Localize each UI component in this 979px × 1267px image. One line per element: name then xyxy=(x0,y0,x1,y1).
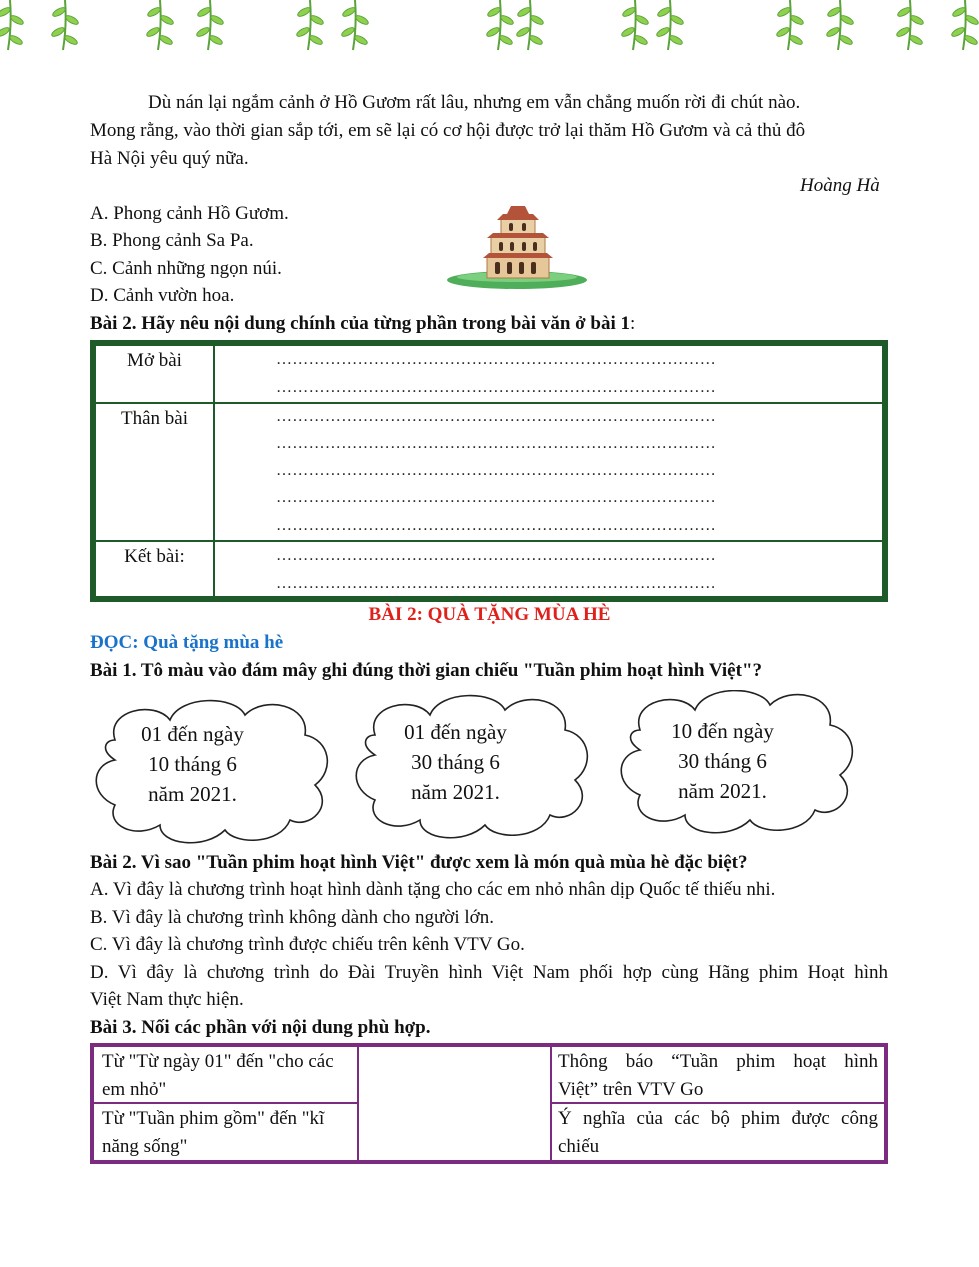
cloud-3-line-2: 30 tháng 6 xyxy=(678,749,767,773)
answer-line[interactable]: ……………………………………………………………………… xyxy=(276,379,717,396)
answer-line[interactable]: ……………………………………………………………………… xyxy=(276,435,717,452)
matching-table xyxy=(90,1043,888,1164)
outline-label-intro: Mở bài xyxy=(127,350,182,371)
question3-title: Bài 3. Nối các phần với nội dung phù hợp. xyxy=(90,1017,431,1038)
reading-title: ĐỌC: Quà tặng mùa hè xyxy=(90,632,284,653)
question2-option-d-line1[interactable]: D. Vì đây là chương trình do Đài Truyền hình Việt Nam phối hợp cùng Hãng phim Hoạt hình xyxy=(90,962,888,983)
cloud-2-line-1: 01 đến ngày xyxy=(404,720,507,744)
match-left-1-line-2: em nhỏ" xyxy=(102,1079,167,1100)
answer-line[interactable]: ……………………………………………………………………… xyxy=(276,462,717,479)
passage-line-3: Hà Nội yêu quý nữa. xyxy=(90,148,249,169)
match-left-1[interactable] xyxy=(102,1048,352,1104)
cloud-1-line-3: năm 2021. xyxy=(148,782,237,806)
option-b: B. Phong cảnh Sa Pa. xyxy=(90,230,254,251)
outline-label-conclusion: Kết bài: xyxy=(124,546,185,567)
answer-line[interactable]: ……………………………………………………………………… xyxy=(276,489,717,506)
cloud-3-line-3: năm 2021. xyxy=(678,779,767,803)
match-right-1-line-1: Thông báo “Tuần phim hoạt hình xyxy=(558,1051,878,1072)
option-a: A. Phong cảnh Hồ Gươm. xyxy=(90,203,289,224)
match-right-1-line-2: Việt” trên VTV Go xyxy=(558,1079,704,1100)
question1-title: Bài 1. Tô màu vào đám mây ghi đúng thời gian chiếu "Tuần phim hoạt hình Việt"? xyxy=(90,660,762,681)
match-left-2-line-1: Từ "Tuần phim gồm" đến "kĩ xyxy=(102,1108,325,1129)
option-c: C. Cảnh những ngọn núi. xyxy=(90,258,282,279)
passage-line-2: Mong rằng, vào thời gian sắp tới, em sẽ lại có cơ hội được trở lại thăm Hồ Gươm và cả thủ đô xyxy=(90,120,806,141)
lesson-title: BÀI 2: QUÀ TẶNG MÙA HÈ xyxy=(368,604,611,625)
match-right-2-line-2: chiếu xyxy=(558,1136,600,1157)
passage-author: Hoàng Hà xyxy=(800,175,880,196)
cloud-1-line-2: 10 tháng 6 xyxy=(148,752,237,776)
cloud-3-line-1: 10 đến ngày xyxy=(671,719,774,743)
answer-line[interactable]: ……………………………………………………………………… xyxy=(276,547,717,564)
cloud-2-line-2: 30 tháng 6 xyxy=(411,750,500,774)
option-d: D. Cảnh vườn hoa. xyxy=(90,285,235,306)
answer-line[interactable]: ……………………………………………………………………… xyxy=(276,351,717,368)
outline-table xyxy=(90,340,888,602)
match-left-2[interactable] xyxy=(102,1105,352,1161)
passage-line-1: Dù nán lại ngắm cảnh ở Hồ Gươm rất lâu, nhưng em vẫn chẳng muốn rời đi chút nào. xyxy=(148,92,801,113)
turtle-tower-illustration xyxy=(445,198,590,290)
cloud-1-line-1: 01 đến ngày xyxy=(141,722,244,746)
cloud-3-text[interactable] xyxy=(640,716,805,806)
question2-option-a[interactable]: A. Vì đây là chương trình hoạt hình dành tặng cho các em nhỏ nhân dịp Quốc tế thiếu nhi. xyxy=(90,879,776,900)
answer-line[interactable]: ……………………………………………………………………… xyxy=(276,575,717,592)
question2-option-c[interactable]: C. Vì đây là chương trình được chiếu trên kênh VTV Go. xyxy=(90,934,525,955)
match-right-2[interactable] xyxy=(558,1105,878,1161)
exercise2-title: Bài 2. Hãy nêu nội dung chính của từng phần trong bài văn ở bài 1: xyxy=(90,313,636,334)
answer-line[interactable]: ……………………………………………………………………… xyxy=(276,408,717,425)
match-right-2-line-1: Ý nghĩa của các bộ phim được công xyxy=(558,1108,878,1129)
cloud-1-text[interactable] xyxy=(110,719,275,809)
outline-label-body: Thân bài xyxy=(120,408,188,429)
cloud-2-text[interactable] xyxy=(373,717,538,807)
match-right-1[interactable] xyxy=(558,1048,878,1104)
match-left-2-line-2: năng sống" xyxy=(102,1136,188,1157)
cloud-2-line-3: năm 2021. xyxy=(411,780,500,804)
question2-option-d-line2[interactable]: Việt Nam thực hiện. xyxy=(90,989,244,1010)
question2-option-b[interactable]: B. Vì đây là chương trình không dành cho người lớn. xyxy=(90,907,494,928)
match-left-1-line-1: Từ "Từ ngày 01" đến "cho các xyxy=(102,1051,334,1072)
question2-title: Bài 2. Vì sao "Tuần phim hoạt hình Việt" được xem là món quà mùa hè đặc biệt? xyxy=(90,852,748,873)
vine-border-decoration xyxy=(0,0,979,60)
answer-line[interactable]: ……………………………………………………………………… xyxy=(276,517,717,534)
